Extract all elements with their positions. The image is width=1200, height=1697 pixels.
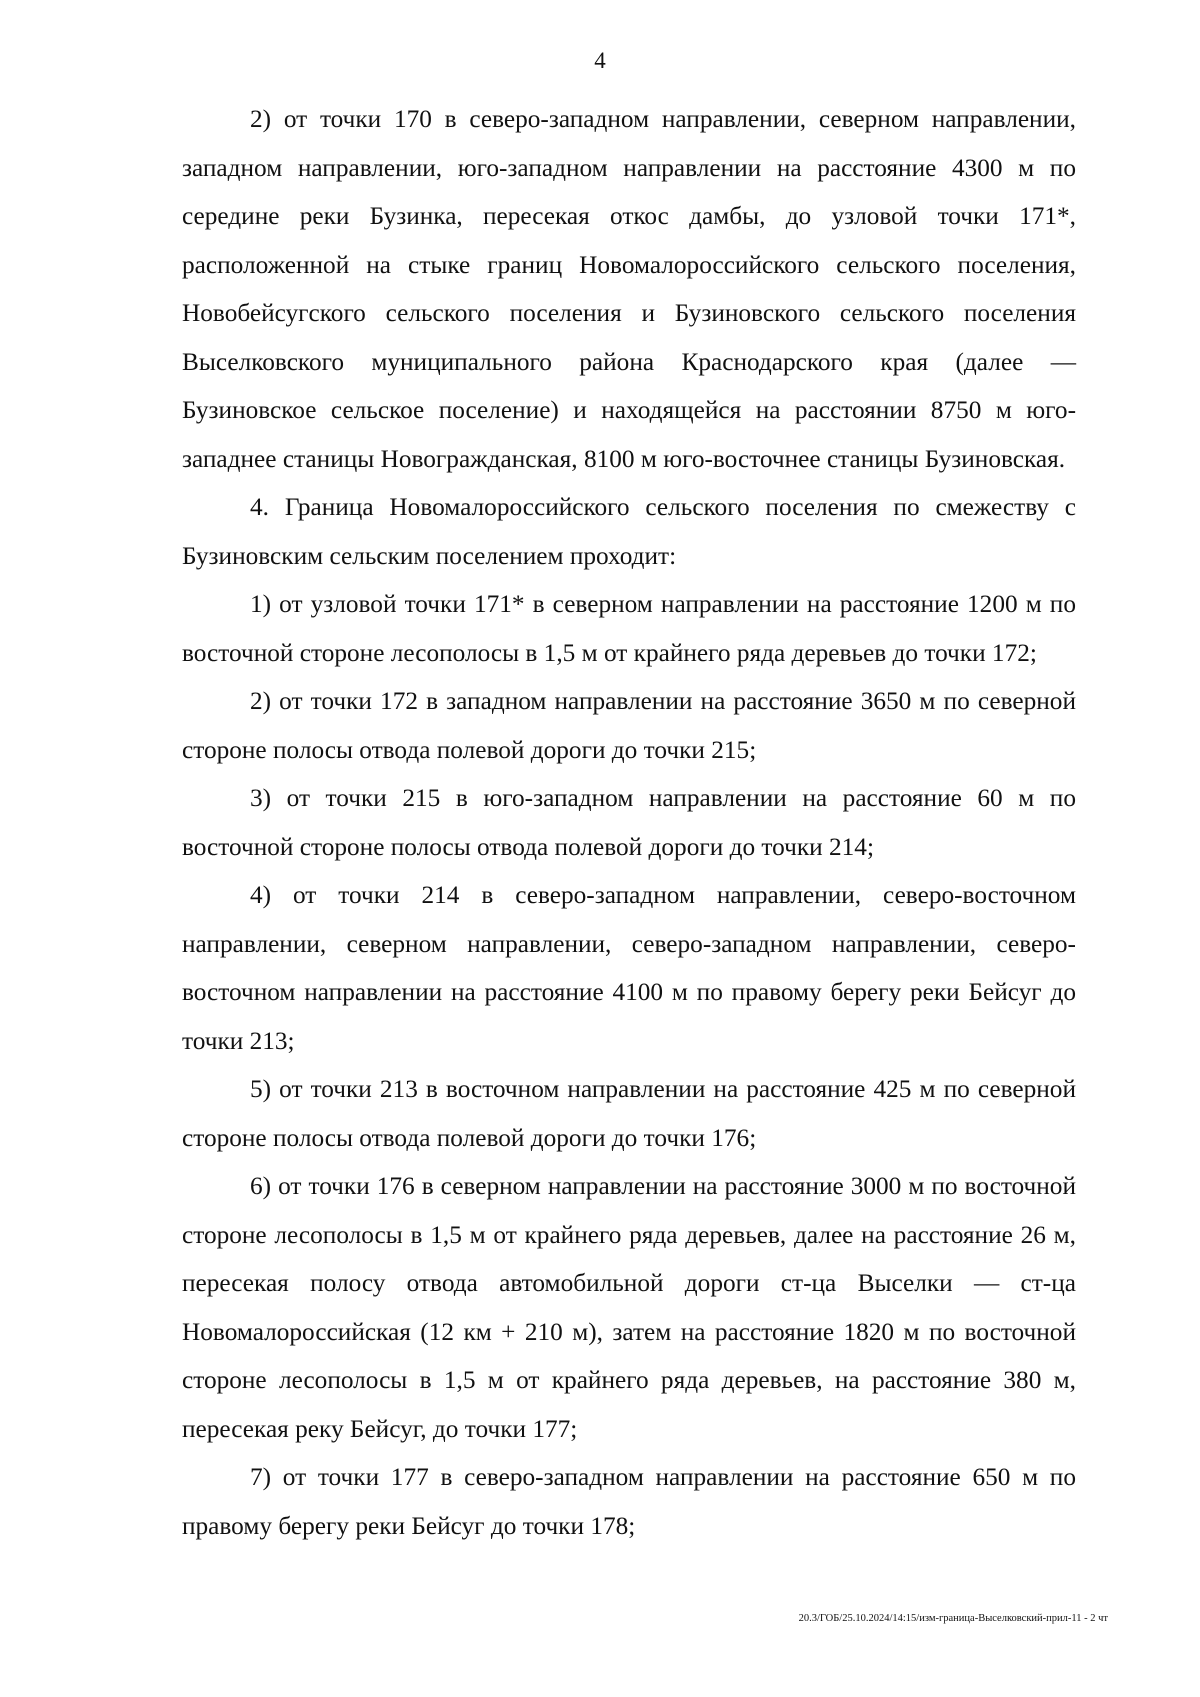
document-body [182,95,1076,1550]
paragraph: 7) от точки 177 в северо-западном направлении на расстояние 650 м по правому берегу реки Бейсуг до точки 178; [182,1463,1076,1540]
paragraph: 3) от точки 215 в юго-западном направлении на расстояние 60 м по восточной стороне полосы отвода полевой дороги до точки 214; [182,784,1076,861]
footer-document-code: 20.3/ГОБ/25.10.2024/14:15/изм-граница-Выселковский-прил-11 - 2 чт [798,1613,1108,1624]
paragraph: 4. Граница Новомалороссийского сельского поселения по смежеству с Бузиновским сельским поселением проходит: [182,493,1076,570]
paragraph: 2) от точки 172 в западном направлении на расстояние 3650 м по северной стороне полосы отвода полевой дороги до точки 215; [182,687,1076,764]
paragraph: 2) от точки 170 в северо-западном направлении, северном направлении, западном направлении, юго-западном направлении на расстояние 4300 м по середине реки Бузинка, пересекая откос дамбы, до узловой точки 171*, расположенной на стыке границ Новомалороссийского сельского поселения, Новобейсугского сельского поселения и Бузиновского сельского поселения Выселковского муниципального района Краснодарского края (далее — Бузиновское сельское поселение) и находящейся на расстоянии 8750 м юго-западнее станицы Новогражданская, 8100 м юго-восточнее станицы Бузиновская. [182,105,1076,473]
paragraph: 6) от точки 176 в северном направлении на расстояние 3000 м по восточной стороне лесополосы в 1,5 м от крайнего ряда деревьев, далее на расстояние 26 м, пересекая полосу отвода автомобильной дороги ст-ца Выселки — ст-ца Новомалороссийская (12 км + 210 м), затем на расстояние 1820 м по восточной стороне лесополосы в 1,5 м от крайнего ряда деревьев, на расстояние 380 м, пересекая реку Бейсуг, до точки 177; [182,1172,1076,1443]
paragraph: 5) от точки 213 в восточном направлении на расстояние 425 м по северной стороне полосы отвода полевой дороги до точки 176; [182,1075,1076,1152]
page-number: 4 [594,48,606,73]
paragraph: 4) от точки 214 в северо-западном направлении, северо-восточном направлении, северном направлении, северо-западном направлении, северо-восточном направлении на расстояние 4100 м по правому берегу реки Бейсуг до точки 213; [182,881,1076,1055]
paragraph: 1) от узловой точки 171* в северном направлении на расстояние 1200 м по восточной стороне лесополосы в 1,5 м от крайнего ряда деревьев до точки 172; [182,590,1076,667]
